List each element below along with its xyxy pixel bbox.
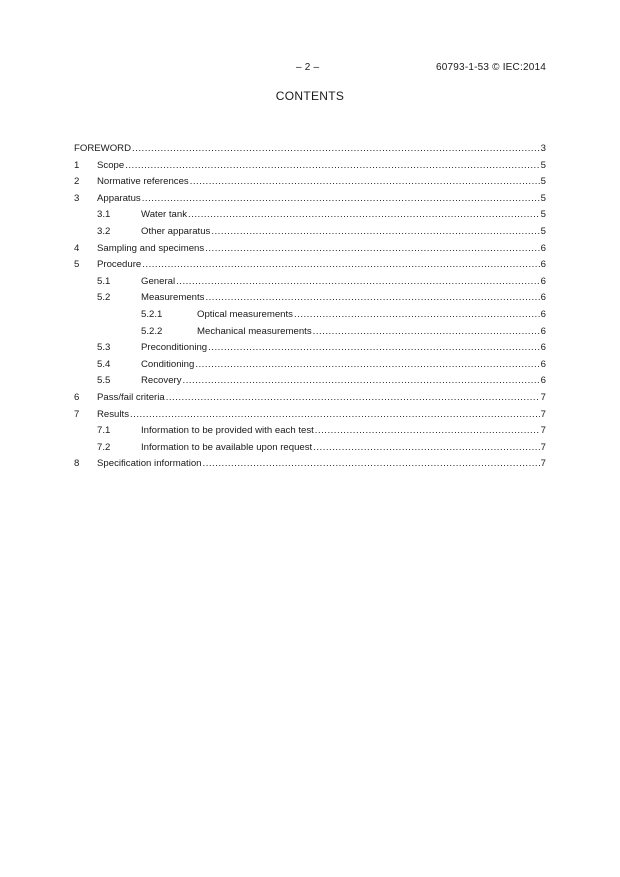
toc-entry-number: 5.2.2 (141, 325, 163, 337)
toc-dot-leader (203, 456, 540, 473)
toc-dot-leader (176, 274, 540, 291)
toc-entry-page: 6 (540, 242, 546, 254)
toc-dot-leader (313, 440, 539, 457)
toc-entry[interactable] (74, 423, 546, 440)
toc-entry[interactable] (74, 274, 546, 291)
toc-entry[interactable] (74, 257, 546, 274)
toc-entry-page: 6 (540, 358, 546, 370)
toc-entry-page: 3 (540, 143, 546, 154)
toc-entry-number: 5.4 (97, 358, 111, 370)
toc-entry-line (141, 440, 546, 457)
toc-entry-title: Apparatus (97, 192, 141, 204)
toc-entry-page: 6 (540, 375, 546, 387)
toc-entry-number: 2 (74, 176, 80, 188)
toc-entry-number: 5.3 (97, 342, 111, 354)
toc-dot-leader (190, 174, 540, 191)
toc-entry-title: Recovery (141, 375, 182, 387)
toc-entry-title: Pass/fail criteria (97, 391, 165, 403)
toc-entry-page: 6 (540, 325, 546, 337)
toc-entry[interactable] (74, 307, 546, 324)
toc-dot-leader (315, 423, 540, 440)
toc-entry-line (141, 373, 546, 390)
toc-entry-line (97, 158, 546, 175)
toc-entry-page: 5 (540, 209, 546, 221)
toc-entry[interactable] (74, 224, 546, 241)
toc-entry-title: Measurements (141, 292, 205, 304)
toc-entry-page: 6 (540, 292, 546, 304)
toc-entry-line (141, 340, 546, 357)
toc-dot-leader (125, 158, 539, 175)
toc-entry[interactable] (74, 357, 546, 374)
toc-entry-number: 5.2 (97, 292, 111, 304)
toc-entry[interactable] (74, 456, 546, 473)
toc-entry-page: 5 (540, 225, 546, 237)
toc-entry-line (141, 207, 546, 224)
toc-entry-line (97, 407, 546, 424)
toc-dot-leader (313, 324, 540, 341)
toc-entry-title: Other apparatus (141, 225, 211, 237)
toc-entry-title: Information to be provided with each test (141, 425, 314, 437)
toc-entry-line (141, 357, 546, 374)
toc-entry[interactable] (74, 390, 546, 407)
toc-dot-leader (166, 390, 540, 407)
toc-entry-line (97, 191, 546, 208)
toc-entry-page: 7 (540, 408, 546, 420)
toc-entry[interactable] (74, 241, 546, 258)
toc-entry-title: Water tank (141, 209, 188, 221)
toc-entry-line (141, 224, 546, 241)
toc-entry-title: Mechanical measurements (197, 325, 312, 337)
toc-dot-leader (183, 373, 540, 390)
toc-entry-line (197, 307, 546, 324)
toc-entry-title: Scope (97, 159, 125, 171)
toc-dot-leader (130, 407, 540, 424)
toc-entry-title: Specification information (97, 458, 202, 470)
toc-entry-title: General (141, 275, 176, 287)
toc-entry-page: 6 (540, 275, 546, 287)
toc-entry-title: Normative references (97, 176, 189, 188)
toc-entry-title: Procedure (97, 259, 142, 271)
toc-entry-title: Preconditioning (141, 342, 208, 354)
table-of-contents (74, 141, 546, 473)
toc-entry[interactable] (74, 324, 546, 341)
toc-entry[interactable] (74, 191, 546, 208)
toc-dot-leader (205, 241, 539, 258)
toc-entry[interactable] (74, 141, 546, 158)
toc-entry-number: 1 (74, 159, 80, 171)
toc-entry-page: 7 (540, 425, 546, 437)
toc-entry-title: FOREWORD (74, 143, 132, 154)
toc-entry-title: Results (97, 408, 129, 420)
toc-entry-line (97, 257, 546, 274)
toc-dot-leader (188, 207, 540, 224)
toc-entry-page: 6 (540, 308, 546, 320)
toc-entry[interactable] (74, 340, 546, 357)
toc-entry-number: 3.1 (97, 209, 111, 221)
toc-entry-line (97, 241, 546, 258)
toc-entry-title: Information to be available upon request (141, 441, 313, 453)
toc-dot-leader (142, 191, 540, 208)
toc-entry-number: 3 (74, 192, 80, 204)
toc-entry-line (141, 290, 546, 307)
toc-dot-leader (208, 340, 540, 357)
toc-entry-line (197, 324, 546, 341)
toc-dot-leader (205, 290, 539, 307)
contents-title: CONTENTS (275, 89, 345, 103)
toc-entry-number: 3.2 (97, 225, 111, 237)
toc-entry-number: 7.1 (97, 425, 111, 437)
toc-entry[interactable] (74, 158, 546, 175)
toc-entry-title: Conditioning (141, 358, 195, 370)
toc-entry-title: Optical measurements (197, 308, 293, 320)
toc-dot-leader (211, 224, 539, 241)
toc-entry-number: 5.1 (97, 275, 111, 287)
toc-entry-number: 7 (74, 408, 80, 420)
toc-dot-leader (142, 257, 539, 274)
toc-entry[interactable] (74, 174, 546, 191)
toc-dot-leader (132, 141, 540, 158)
toc-entry-number: 7.2 (97, 441, 111, 453)
toc-entry-page: 5 (540, 176, 546, 188)
page-number: – 2 – (296, 62, 320, 73)
toc-entry[interactable] (74, 290, 546, 307)
toc-entry-number: 5.5 (97, 375, 111, 387)
toc-entry-number: 5.2.1 (141, 308, 163, 320)
toc-entry-title: Sampling and specimens (97, 242, 205, 254)
toc-entry-line (97, 174, 546, 191)
toc-entry-number: 5 (74, 259, 80, 271)
document-reference: 60793-1-53 © IEC:2014 (436, 62, 546, 73)
toc-entry[interactable] (74, 407, 546, 424)
toc-entry-page: 7 (540, 441, 546, 453)
toc-entry-line (74, 141, 546, 158)
toc-dot-leader (195, 357, 539, 374)
toc-entry-line (97, 390, 546, 407)
toc-entry-page: 7 (540, 458, 546, 470)
toc-entry-page: 5 (540, 192, 546, 204)
toc-entry-page: 6 (540, 342, 546, 354)
toc-entry-number: 8 (74, 458, 80, 470)
toc-entry-line (141, 423, 546, 440)
toc-entry-number: 4 (74, 242, 80, 254)
toc-entry-page: 5 (540, 159, 546, 171)
toc-entry-line (97, 456, 546, 473)
toc-dot-leader (294, 307, 540, 324)
toc-entry-number: 6 (74, 391, 80, 403)
toc-entry[interactable] (74, 373, 546, 390)
toc-entry-page: 7 (540, 391, 546, 403)
toc-entry[interactable] (74, 440, 546, 457)
toc-entry-line (141, 274, 546, 291)
toc-entry-page: 6 (540, 259, 546, 271)
toc-entry[interactable] (74, 207, 546, 224)
